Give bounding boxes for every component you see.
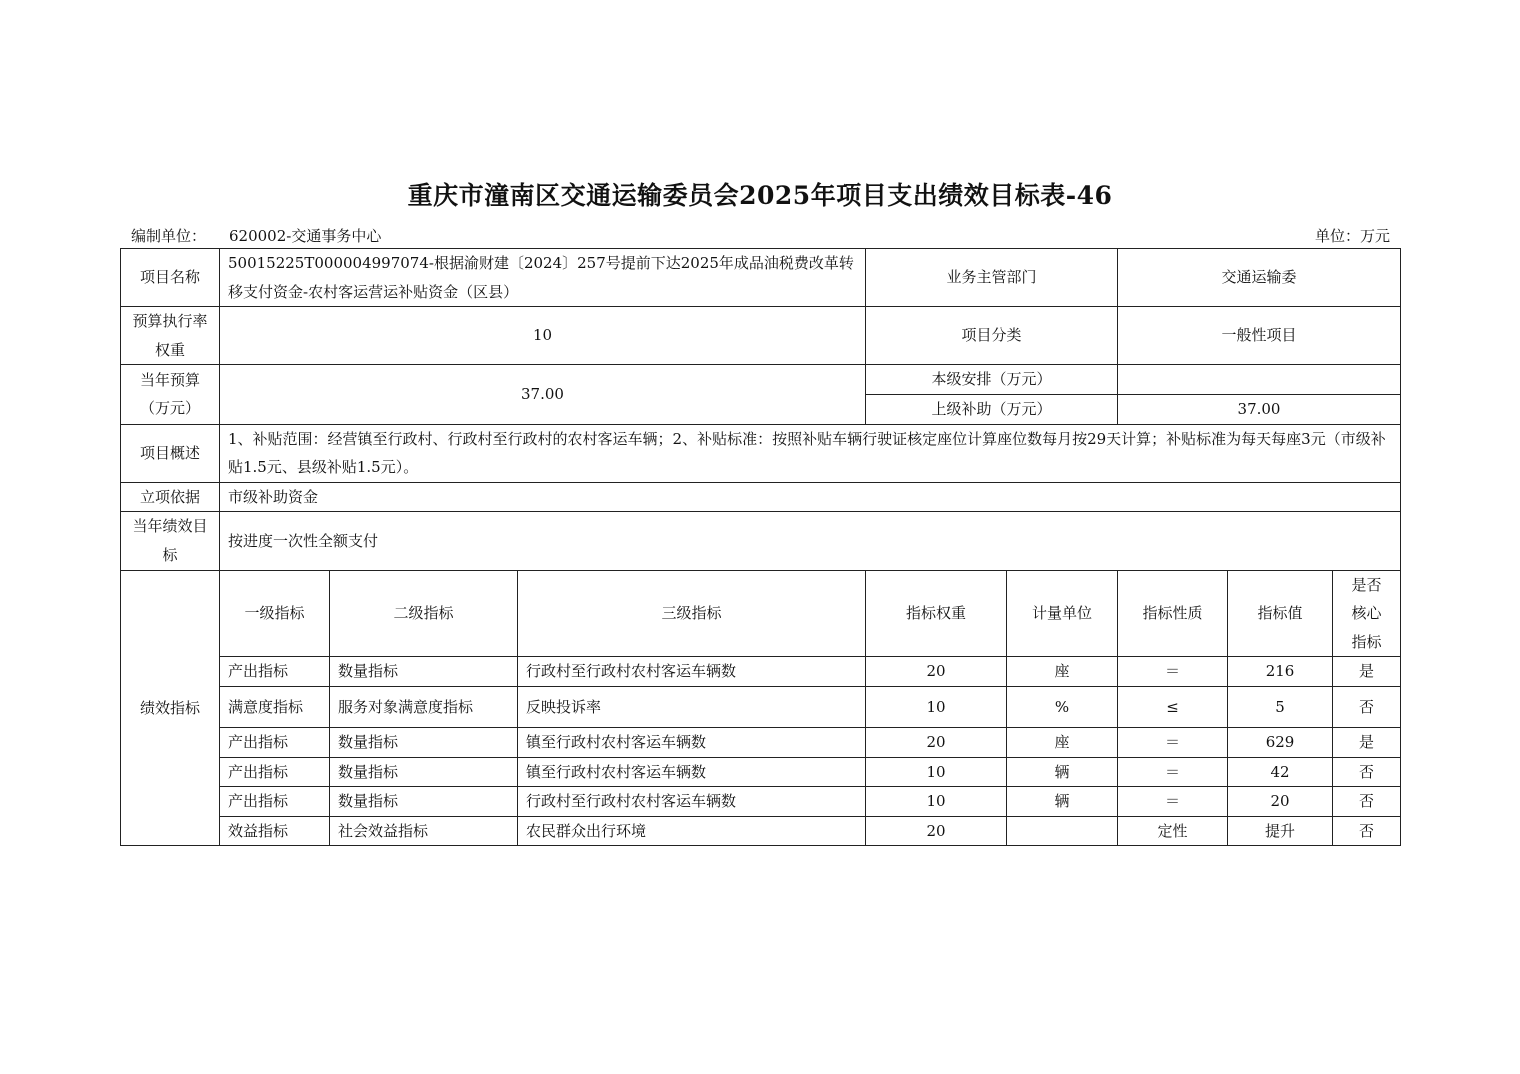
level2: 数量指标: [330, 727, 518, 757]
weight: 10: [866, 686, 1007, 727]
table-row: [121, 686, 1401, 727]
header-nature: 指标性质: [1118, 570, 1228, 657]
weight: 10: [866, 757, 1007, 787]
core: 否: [1333, 816, 1401, 846]
currency-unit: 单位：万元: [1314, 227, 1390, 245]
level2: 数量指标: [330, 757, 518, 787]
value: 20: [1228, 787, 1333, 817]
project-name-label: 项目名称: [121, 249, 220, 307]
level3: 镇至行政村农村客运车辆数: [518, 757, 866, 787]
compile-unit-value: 620002-交通事务中心: [229, 227, 382, 245]
level2: 社会效益指标: [330, 816, 518, 846]
weight: 20: [866, 657, 1007, 687]
unit: 座: [1007, 727, 1118, 757]
dept-label: 业务主管部门: [866, 249, 1118, 307]
level3: 反映投诉率: [518, 686, 866, 727]
nature: 定性: [1118, 816, 1228, 846]
goal-label: 当年绩效目标: [121, 512, 220, 570]
nature: ≤: [1118, 686, 1228, 727]
compile-unit-label: 编制单位：: [131, 227, 207, 245]
table-row: [121, 727, 1401, 757]
unit: 座: [1007, 657, 1118, 687]
weight-label: 预算执行率权重: [121, 307, 220, 365]
table-row: [121, 787, 1401, 817]
table-row: [121, 657, 1401, 687]
level3: 行政村至行政村农村客运车辆数: [518, 657, 866, 687]
project-name-value: 50015225T000004997074-根据渝财建〔2024〕257号提前下达2025年成品油税费改革转移支付资金-农村客运营运补贴资金（区县）: [220, 249, 866, 307]
value: 5: [1228, 686, 1333, 727]
category-label: 项目分类: [866, 307, 1118, 365]
unit: 辆: [1007, 787, 1118, 817]
level2: 数量指标: [330, 787, 518, 817]
level2: 数量指标: [330, 657, 518, 687]
unit: %: [1007, 686, 1118, 727]
header-level2: 二级指标: [330, 570, 518, 657]
level1: 产出指标: [220, 657, 330, 687]
budget-label: 当年预算（万元）: [121, 365, 220, 424]
nature: ＝: [1118, 787, 1228, 817]
weight: 20: [866, 816, 1007, 846]
level1: 产出指标: [220, 727, 330, 757]
level3: 镇至行政村农村客运车辆数: [518, 727, 866, 757]
nature: ＝: [1118, 657, 1228, 687]
value: 216: [1228, 657, 1333, 687]
perf-label: 绩效指标: [121, 570, 220, 846]
overview-value: 1、补贴范围：经营镇至行政村、行政村至行政村的农村客运车辆；2、补贴标准：按照补贴车辆行驶证核定座位计算座位数每月按29天计算；补贴标准为每天每座3元（市级补贴1.5元、县级补贴1.5元）。: [220, 424, 1401, 482]
level3: 农民群众出行环境: [518, 816, 866, 846]
value: 42: [1228, 757, 1333, 787]
header-weight: 指标权重: [866, 570, 1007, 657]
budget-value: 37.00: [220, 365, 866, 424]
nature: ＝: [1118, 727, 1228, 757]
basis-label: 立项依据: [121, 482, 220, 512]
nature: ＝: [1118, 757, 1228, 787]
core: 是: [1333, 727, 1401, 757]
header-unit: 计量单位: [1007, 570, 1118, 657]
weight: 20: [866, 727, 1007, 757]
table-row: [121, 816, 1401, 846]
header-value: 指标值: [1228, 570, 1333, 657]
core: 否: [1333, 787, 1401, 817]
weight: 10: [866, 787, 1007, 817]
table-row: [121, 757, 1401, 787]
upper-label: 上级补助（万元）: [866, 394, 1118, 424]
value: 629: [1228, 727, 1333, 757]
header-level1: 一级指标: [220, 570, 330, 657]
category-value: 一般性项目: [1118, 307, 1401, 365]
header-core: 是否核心指标: [1333, 570, 1401, 657]
compile-unit: [131, 225, 381, 246]
level1: 产出指标: [220, 757, 330, 787]
core: 是: [1333, 657, 1401, 687]
performance-table: [120, 248, 1401, 846]
weight-value: 10: [220, 307, 866, 365]
goal-value: 按进度一次性全额支付: [220, 512, 1401, 570]
core: 否: [1333, 757, 1401, 787]
level1: 产出指标: [220, 787, 330, 817]
basis-value: 市级补助资金: [220, 482, 1401, 512]
header-level3: 三级指标: [518, 570, 866, 657]
level2: 服务对象满意度指标: [330, 686, 518, 727]
unit: 辆: [1007, 757, 1118, 787]
level3: 行政村至行政村农村客运车辆数: [518, 787, 866, 817]
local-value: [1118, 365, 1401, 395]
page-title: 重庆市潼南区交通运输委员会2025年项目支出绩效目标表-46: [407, 181, 1113, 210]
local-label: 本级安排（万元）: [866, 365, 1118, 395]
upper-value: 37.00: [1118, 394, 1401, 424]
unit: [1007, 816, 1118, 846]
core: 否: [1333, 686, 1401, 727]
dept-value: 交通运输委: [1118, 249, 1401, 307]
level1: 满意度指标: [220, 686, 330, 727]
value: 提升: [1228, 816, 1333, 846]
level1: 效益指标: [220, 816, 330, 846]
overview-label: 项目概述: [121, 424, 220, 482]
